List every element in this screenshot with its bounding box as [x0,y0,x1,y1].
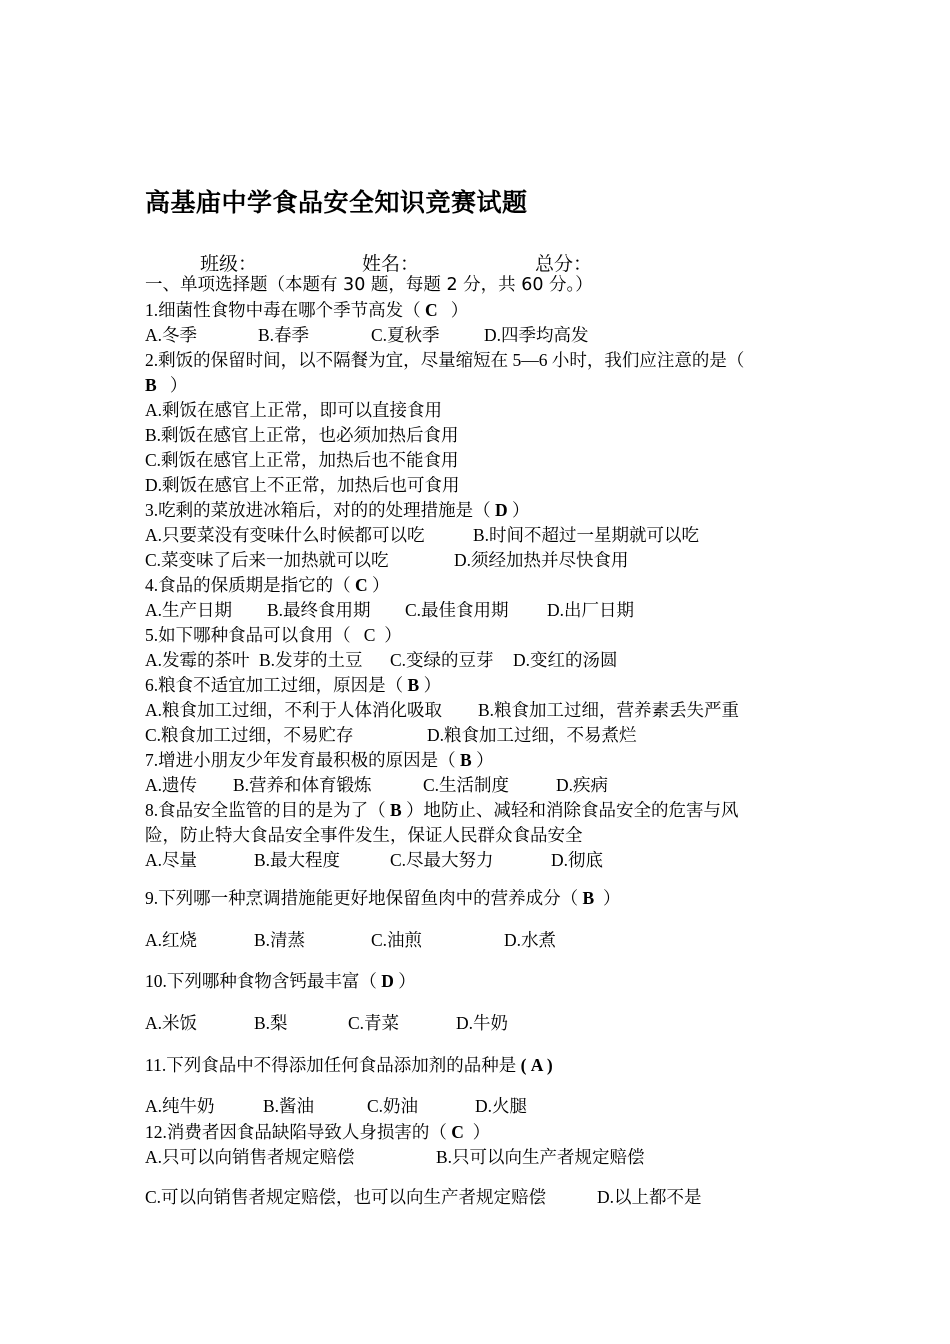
option: D.疾病 [556,775,609,795]
option: C.油煎 [371,930,423,950]
answer: B [582,888,595,908]
question-2 [145,348,744,372]
options-row [145,928,556,952]
option: A.剩饭在感官上正常，即可以直接食用 [145,400,443,420]
option: A.红烧 [145,930,198,950]
question-11 [145,1053,553,1077]
option: C.粮食加工过细，不易贮存 [145,725,354,745]
option: B.发芽的土豆 [259,650,363,670]
question-tail: ） [393,971,416,991]
question-stem: 4.食品的保质期是指它的（ [145,575,355,595]
question-8 [145,798,739,822]
options-row [145,323,589,347]
question-stem: 2.剩饭的保留时间，以不隔餐为宜，尽量缩短在 5—6 小时，我们应注意的是（ [145,350,745,370]
options-row [145,773,608,797]
option: A.米饭 [145,1013,198,1033]
answer: D [381,971,394,991]
option: D.彻底 [551,850,604,870]
option: D.剩饭在感官上不正常，加热后也可食用 [145,475,460,495]
options-row [145,598,634,622]
question-stem: 6.粮食不适宜加工过细，原因是（ [145,675,408,695]
option: D.火腿 [475,1096,528,1116]
question-stem: 5.如下哪种食品可以食用（ [145,625,364,645]
answer: ( A ) [520,1055,553,1075]
answer: C [363,625,376,645]
option: B.清蒸 [254,930,306,950]
options-row [145,698,739,722]
option: B.时间不超过一星期就可以吃 [473,525,700,545]
answer: D [495,500,508,520]
answer: B [460,750,472,770]
option: B.春季 [258,325,310,345]
name-label: 姓名： [362,253,420,275]
option: A.只要菜没有变味什么时候都可以吃 [145,525,425,545]
option: A.生产日期 [145,600,233,620]
section-heading: 一、单项选择题（本题有 30 题，每题 2 分，共 60 分。） [145,275,593,295]
option: B.酱油 [263,1096,315,1116]
question-stem: 12.消费者因食品缺陷导致人身损害的（ [145,1122,452,1142]
options-row [145,848,603,872]
question-tail: ） [419,675,442,695]
question-tail: ） [375,625,402,645]
question-stem: 3.吃剩的菜放进冰箱后，对的的处理措施是（ [145,500,495,520]
option: B.最终食用期 [267,600,371,620]
question-stem: 11.下列食品中不得添加任何食品添加剂的品种是 [145,1055,521,1075]
question-tail: ） [463,1122,491,1142]
question-8-cont: 险，防止特大食品安全事件发生，保证人民群众食品安全 [145,825,583,845]
option: A.冬季 [145,325,198,345]
answer: B [407,675,420,695]
option: C.夏秋季 [371,325,440,345]
option: A.纯牛奶 [145,1096,215,1116]
option: B.只可以向生产者规定赔偿 [436,1147,645,1167]
options-row [145,723,637,747]
answer: B [390,800,402,820]
question-tail: ） [367,575,390,595]
option: C.青菜 [348,1013,400,1033]
option: D.以上都不是 [597,1187,702,1207]
score-label: 总分： [535,253,593,275]
option: D.粮食加工过细，不易煮烂 [427,725,637,745]
options-row [145,523,699,547]
option: B.剩饭在感官上正常，也必须加热后食用 [145,425,459,445]
option: C.变绿的豆芽 [390,650,494,670]
options-row [145,1011,508,1035]
question-tail: ） [594,888,621,908]
option: A.发霉的茶叶 [145,650,250,670]
question-9 [145,886,620,910]
question-stem: 10.下列哪种食物含钙最丰富（ [145,971,382,991]
question-3 [145,498,530,522]
option: B.粮食加工过细，营养素丢失严重 [478,700,740,720]
option: A.尽量 [145,850,198,870]
options-row [145,548,629,572]
option: C.可以向销售者规定赔偿，也可以向生产者规定赔偿 [145,1187,547,1207]
question-1 [145,298,468,322]
option: D.出厂日期 [547,600,635,620]
option: A.只可以向销售者规定赔偿 [145,1147,355,1167]
option: B.营养和体育锻炼 [233,775,372,795]
option: C.奶油 [367,1096,419,1116]
option: C.剩饭在感官上正常，加热后也不能食用 [145,450,459,470]
question-10 [145,969,416,993]
class-label: 班级： [200,253,258,275]
option: B.最大程度 [254,850,341,870]
answer: C [451,1122,464,1142]
question-tail: ） [156,375,188,395]
answer: C [355,575,368,595]
question-7 [145,748,494,772]
answer: B [145,375,157,395]
option: D.四季均高发 [484,325,589,345]
options-row [145,1094,527,1118]
option: A.遗传 [145,775,198,795]
option: B.梨 [254,1013,288,1033]
option: C.生活制度 [423,775,510,795]
question-5 [145,623,402,647]
question-stem: 7.增进小朋友少年发育最积极的原因是（ [145,750,460,770]
options-row [145,1145,645,1169]
question-4 [145,573,390,597]
options-row [145,648,618,672]
question-stem: 8.食品安全监管的目的是为了（ [145,800,390,820]
option: D.变红的汤圆 [513,650,618,670]
option: D.牛奶 [456,1013,509,1033]
question-tail: ） [437,300,469,320]
option: C.尽最大努力 [390,850,494,870]
question-tail: ）地防止、减轻和消除食品安全的危害与风 [401,800,739,820]
question-tail: ） [507,500,530,520]
option: C.最佳食用期 [405,600,509,620]
question-12 [145,1120,490,1144]
options-row [145,1185,702,1209]
question-stem: 9.下列哪一种烹调措施能更好地保留鱼肉中的营养成分（ [145,888,583,908]
answer: C [425,300,438,320]
question-tail: ） [471,750,494,770]
option: C.菜变味了后来一加热就可以吃 [145,550,389,570]
question-stem: 1.细菌性食物中毒在哪个季节高发（ [145,300,425,320]
question-2-cont [145,373,187,397]
option: D.须经加热并尽快食用 [454,550,629,570]
option: A.粮食加工过细，不利于人体消化吸取 [145,700,443,720]
page-title: 高基庙中学食品安全知识竞赛试题 [145,188,528,217]
question-6 [145,673,441,697]
option: D.水煮 [504,930,557,950]
